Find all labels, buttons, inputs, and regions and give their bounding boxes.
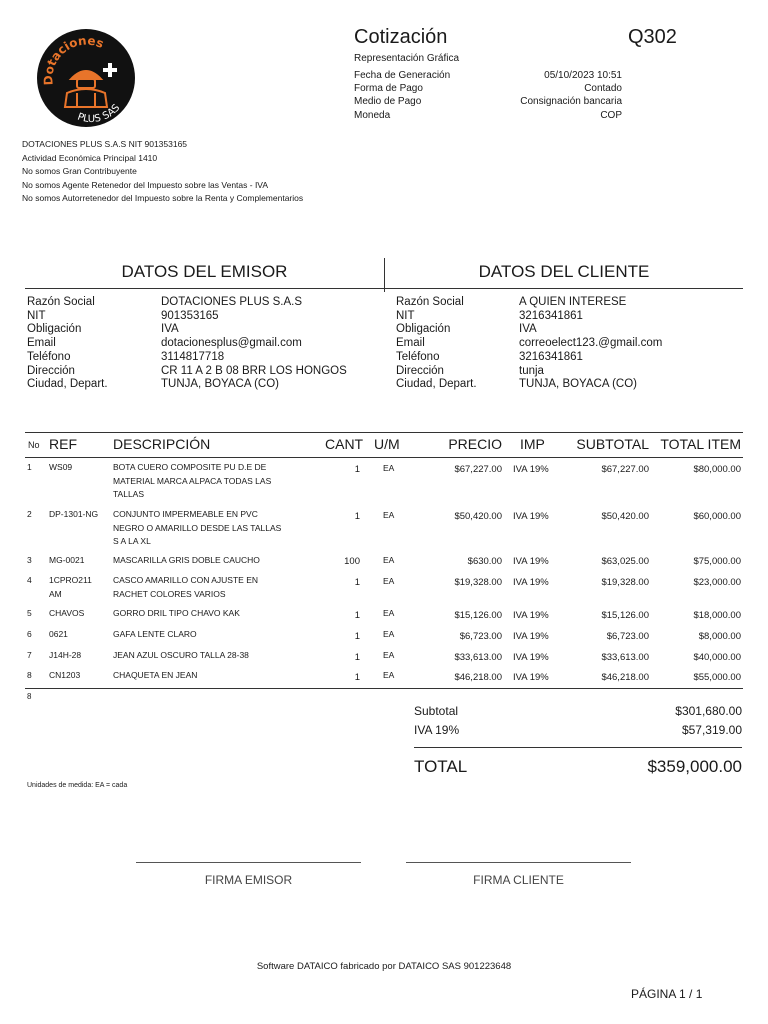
field-value: IVA	[519, 323, 537, 336]
company-info-line: No somos Agente Retenedor del Impuesto sobre las Ventas - IVA	[22, 179, 269, 190]
cell-subtotal: $33,613.00	[601, 652, 649, 663]
section-divider	[384, 258, 385, 292]
footer-text: Software DATAICO fabricado por DATAICO SAS 901223648	[256, 961, 512, 972]
cell-ref: CHAVOS	[49, 608, 85, 618]
col-header-total: TOTAL ITEM	[660, 436, 741, 452]
cell-imp: IVA 19%	[513, 556, 549, 567]
col-header-um: U/M	[374, 436, 400, 452]
cell-imp: IVA 19%	[513, 672, 549, 683]
field-label: Dirección	[396, 364, 444, 377]
col-header-desc: DESCRIPCIÓN	[113, 436, 211, 452]
col-header-precio: PRECIO	[448, 436, 502, 452]
cell-imp: IVA 19%	[513, 577, 549, 588]
field-label: Obligación	[396, 323, 451, 336]
cell-cant: 1	[354, 631, 360, 642]
cell-ref: J14H-28	[49, 650, 82, 660]
cell-precio: $6,723.00	[459, 631, 502, 642]
col-header-ref: REF	[49, 436, 77, 452]
totals-rule	[414, 747, 742, 748]
cell-imp: IVA 19%	[513, 631, 549, 642]
meta-value: 05/10/2023 10:51	[544, 70, 622, 81]
field-label: Ciudad, Depart.	[396, 378, 477, 391]
field-label: Razón Social	[396, 296, 464, 308]
quote-number: Q302	[628, 26, 677, 48]
field-label: Ciudad, Depart.	[27, 378, 108, 391]
emisor-title: DATOS DEL EMISOR	[121, 262, 288, 281]
cell-subtotal: $50,420.00	[601, 511, 649, 522]
cell-cant: 1	[354, 577, 360, 588]
item-count: 8	[27, 692, 32, 701]
emisor-details	[27, 296, 377, 392]
cliente-row	[396, 310, 746, 324]
meta-label: Forma de Pago	[354, 83, 423, 95]
logo-text-bottom: PLUS SAS	[75, 102, 123, 125]
cell-precio: $50,420.00	[454, 511, 502, 522]
field-label: Teléfono	[27, 350, 71, 363]
company-info	[22, 138, 303, 206]
cell-total: $18,000.00	[693, 610, 741, 621]
logo-text-top: Dotaciones	[41, 33, 106, 86]
cliente-row	[396, 323, 746, 337]
cell-total: $55,000.00	[693, 672, 741, 683]
signature-label-cliente: FIRMA CLIENTE	[473, 873, 564, 887]
signature-line-emisor	[136, 862, 361, 863]
field-value: dotacionesplus@gmail.com	[161, 337, 302, 350]
totals-iva	[414, 723, 742, 737]
cell-um: EA	[383, 576, 395, 586]
field-value: TUNJA, BOYACA (CO)	[519, 378, 637, 391]
cliente-details	[396, 296, 746, 392]
cell-total: $40,000.00	[693, 652, 741, 663]
document-meta	[354, 69, 622, 122]
col-header-subtotal: SUBTOTAL	[576, 436, 649, 452]
cliente-row	[396, 296, 746, 310]
cell-cant: 1	[354, 672, 360, 683]
cell-subtotal: $67,227.00	[601, 464, 649, 475]
emisor-row	[27, 365, 377, 379]
cliente-row	[396, 365, 746, 379]
field-value: 3216341861	[519, 309, 583, 322]
field-label: Obligación	[27, 323, 82, 336]
cell-total: $80,000.00	[693, 464, 741, 475]
cell-precio: $67,227.00	[454, 464, 502, 475]
signature-line-cliente	[406, 862, 631, 863]
cell-precio: $15,126.00	[454, 610, 502, 621]
table-bottom-rule	[25, 688, 743, 689]
emisor-row	[27, 337, 377, 351]
cell-no: 3	[27, 555, 32, 565]
cell-total: $75,000.00	[693, 556, 741, 567]
cell-desc: GAFA LENTE CLARO	[113, 629, 197, 639]
document-title: Cotización	[354, 26, 448, 48]
cell-imp: IVA 19%	[513, 610, 549, 621]
cell-um: EA	[383, 670, 395, 680]
cell-cant: 1	[354, 511, 360, 522]
cell-subtotal: $19,328.00	[601, 577, 649, 588]
cliente-row	[396, 337, 746, 351]
cell-cant: 1	[354, 464, 360, 475]
field-label: Dirección	[27, 364, 75, 377]
emisor-row	[27, 351, 377, 365]
meta-row	[354, 82, 622, 95]
cell-ref: 0621	[49, 629, 68, 639]
company-logo	[37, 27, 135, 129]
col-header-cant: CANT	[325, 436, 364, 452]
signature-label-emisor: FIRMA EMISOR	[204, 873, 293, 887]
field-label: NIT	[27, 309, 46, 322]
grand-total	[414, 757, 742, 777]
field-value: tunja	[519, 364, 544, 377]
field-value: IVA	[161, 323, 179, 336]
field-value: 3216341861	[519, 350, 583, 363]
cell-ref: MG-0021	[49, 555, 85, 565]
field-value: 3114817718	[161, 350, 225, 363]
cell-um: EA	[383, 650, 395, 660]
cell-um: EA	[383, 629, 395, 639]
cell-cant: 100	[344, 556, 360, 567]
company-info-line: DOTACIONES PLUS S.A.S NIT 901353165	[22, 139, 188, 149]
subtotal-label: Subtotal	[414, 704, 459, 718]
meta-row	[354, 109, 622, 122]
cell-desc: GORRO DRIL TIPO CHAVO KAK	[113, 608, 240, 618]
cliente-row	[396, 351, 746, 365]
cliente-title: DATOS DEL CLIENTE	[478, 262, 650, 281]
cell-total: $8,000.00	[698, 631, 741, 642]
cell-um: EA	[383, 608, 395, 618]
field-value: CR 11 A 2 B 08 BRR LOS HONGOS	[161, 364, 347, 377]
iva-value: $57,319.00	[681, 723, 742, 737]
field-value: correoelect123.@gmail.com	[519, 337, 663, 350]
cell-no: 6	[27, 629, 32, 639]
cell-no: 2	[27, 509, 32, 519]
cell-ref: CN1203	[49, 670, 81, 680]
cell-no: 4	[27, 575, 32, 585]
cell-total: $60,000.00	[693, 511, 741, 522]
units-note: Unidades de medida: EA = cada	[27, 782, 128, 789]
col-header-imp: IMP	[520, 436, 545, 452]
cell-subtotal: $15,126.00	[601, 610, 649, 621]
emisor-row	[27, 378, 377, 392]
cliente-row	[396, 378, 746, 392]
field-label: Email	[27, 337, 56, 350]
cell-precio: $46,218.00	[454, 672, 502, 683]
table-header-rule	[25, 457, 743, 458]
cell-no: 5	[27, 608, 32, 618]
company-info-line: No somos Autorretenedor del Impuesto sobre la Renta y Complementarios	[22, 193, 304, 203]
meta-row	[354, 95, 622, 108]
field-label: Email	[396, 337, 425, 350]
field-value: A QUIEN INTERESE	[519, 296, 627, 308]
cell-desc: CHAQUETA EN JEAN	[113, 670, 198, 680]
cell-precio: $19,328.00	[454, 577, 502, 588]
total-label: TOTAL	[414, 757, 468, 776]
meta-label: Moneda	[354, 109, 391, 121]
cell-um: EA	[383, 510, 395, 520]
total-value: $359,000.00	[647, 757, 742, 776]
cell-um: EA	[383, 463, 395, 473]
field-label: Teléfono	[396, 350, 440, 363]
cell-desc: CASCO AMARILLO CON AJUSTE EN RACHET COLORES VARIOS	[113, 575, 259, 599]
col-header-no: No	[28, 440, 40, 450]
meta-value: Contado	[584, 83, 622, 95]
field-value: TUNJA, BOYACA (CO)	[161, 378, 279, 391]
subtotal-value: $301,680.00	[675, 704, 742, 718]
field-label: Razón Social	[27, 296, 95, 308]
iva-label: IVA 19%	[414, 723, 460, 737]
section-rule	[25, 288, 743, 289]
emisor-row	[27, 323, 377, 337]
totals-subtotal	[414, 704, 742, 718]
field-label: NIT	[396, 309, 415, 322]
cell-precio: $33,613.00	[454, 652, 502, 663]
field-value: 901353165	[161, 309, 219, 322]
cell-desc: CONJUNTO IMPERMEABLE EN PVC NEGRO O AMARILLO DESDE LAS TALLAS S A LA XL	[113, 509, 282, 546]
cell-imp: IVA 19%	[513, 464, 549, 475]
meta-label: Medio de Pago	[354, 96, 422, 108]
cell-subtotal: $6,723.00	[606, 631, 649, 642]
cell-desc: JEAN AZUL OSCURO TALLA 28-38	[113, 650, 249, 660]
cell-no: 8	[27, 670, 32, 680]
cell-ref: DP-1301-NG	[49, 509, 99, 519]
cell-ref: 1CPRO211 AM	[49, 575, 92, 599]
emisor-row	[27, 296, 377, 310]
cell-no: 1	[27, 462, 32, 472]
emisor-row	[27, 310, 377, 324]
cell-no: 7	[27, 650, 32, 660]
cell-um: EA	[383, 555, 395, 565]
cell-precio: $630.00	[467, 556, 502, 567]
meta-label: Fecha de Generación	[354, 70, 451, 81]
table-top-rule	[25, 432, 743, 433]
cell-imp: IVA 19%	[513, 511, 549, 522]
meta-row	[354, 69, 622, 82]
page-number: PÁGINA 1 / 1	[631, 987, 703, 1001]
cell-cant: 1	[354, 610, 360, 621]
cell-imp: IVA 19%	[513, 652, 549, 663]
cell-cant: 1	[354, 652, 360, 663]
meta-value: COP	[600, 109, 622, 121]
cell-subtotal: $46,218.00	[601, 672, 649, 683]
company-info-line: Actividad Económica Principal 1410	[22, 152, 158, 163]
field-value: DOTACIONES PLUS S.A.S	[161, 296, 303, 308]
cell-desc: MASCARILLA GRIS DOBLE CAUCHO	[113, 555, 260, 565]
document-subtitle: Representación Gráfica	[354, 53, 460, 64]
meta-value: Consignación bancaria	[520, 96, 622, 108]
cell-ref: WS09	[49, 462, 73, 472]
cell-desc: BOTA CUERO COMPOSITE PU D.E DE MATERIAL MARCA ALPACA TODAS LAS TALLAS	[113, 462, 272, 499]
company-info-line: No somos Gran Contribuyente	[22, 166, 137, 176]
cell-subtotal: $63,025.00	[601, 556, 649, 567]
cell-total: $23,000.00	[693, 577, 741, 588]
